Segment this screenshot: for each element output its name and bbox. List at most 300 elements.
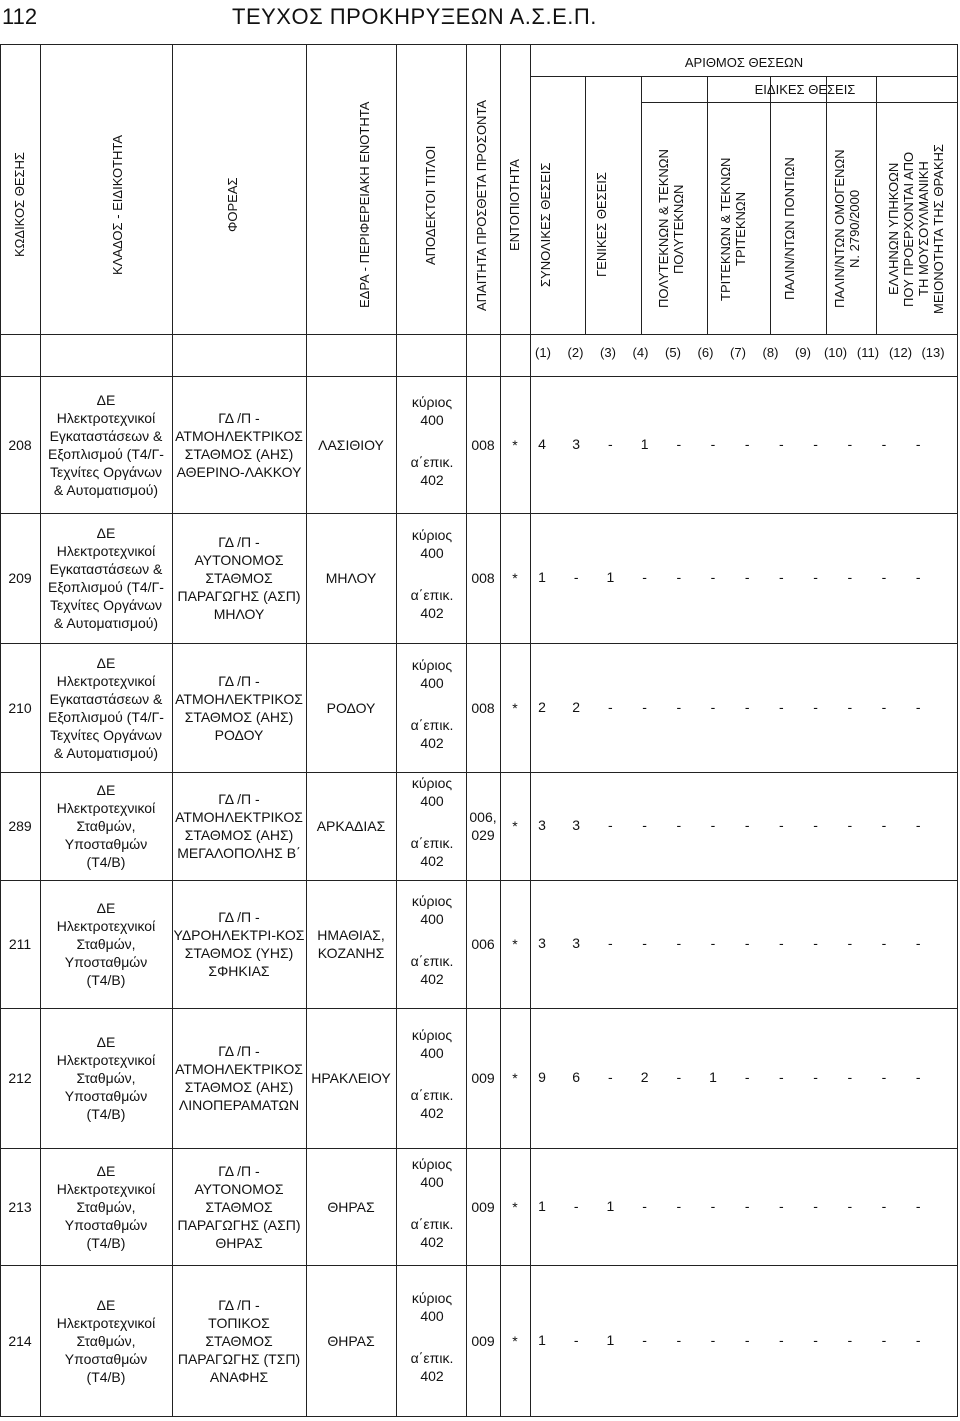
degree-sub: α΄επικ. <box>410 453 454 470</box>
seat-line: ΘΗΡΑΣ <box>327 1333 375 1349</box>
seat-count: - <box>710 817 716 833</box>
seat-count: 3 <box>538 817 546 833</box>
specialty-line: Υποσταθμών <box>64 954 148 970</box>
seat-count: 1 <box>709 1069 717 1085</box>
extra-qualifications-line: 006 <box>471 936 495 952</box>
seat-count: 2 <box>538 698 546 715</box>
specialty-line: Ηλεκτροτεχνικοί <box>56 409 156 426</box>
seat-line: ΗΡΑΚΛΕΙΟΥ <box>311 1070 391 1086</box>
agency-line: ΑΥΤΟΝΟΜΟΣ <box>194 552 284 568</box>
header-locality: ΕΝΤΟΠΙΟΤΗΤΑ <box>507 159 522 251</box>
position-code <box>0 699 40 717</box>
header-expatriates: ΠΑΛΙΝ/ΝΤΩΝ ΟΜΟΓΕΝΩΝ Ν. 2790/2000 <box>832 149 862 309</box>
seat-count: - <box>813 1332 818 1348</box>
column-number: (3) <box>600 345 616 360</box>
degree-sub: 402 <box>420 471 444 488</box>
position-code-line: 212 <box>8 1070 32 1086</box>
specialty-line: Ηλεκτροτεχνικοί <box>56 1052 156 1068</box>
extra-qualifications <box>466 1198 500 1216</box>
degree-sub: α΄επικ. <box>410 953 454 969</box>
extra-qualifications <box>466 569 500 587</box>
extra-qualifications <box>466 808 500 844</box>
column-number: (13) <box>921 345 945 360</box>
page-header <box>0 0 960 34</box>
agency-line: ΓΔ /Π - <box>218 1043 260 1059</box>
agency-line: ΣΤΑΘΜΟΣ <box>205 570 273 586</box>
seat <box>306 436 396 454</box>
seat-count: - <box>915 1197 921 1214</box>
agency <box>172 1162 306 1252</box>
header-specialty: ΚΛΑΔΟΣ - ΕΙΔΙΚΟΤΗΤΑ <box>110 134 125 276</box>
specialty-line: ΔΕ <box>96 782 116 798</box>
seat-count: - <box>744 569 750 585</box>
seat-count: - <box>642 935 647 951</box>
seat-count: - <box>915 1069 921 1085</box>
specialty-line: Σταθμών, <box>76 1333 136 1349</box>
degree-sub: 402 <box>420 734 444 751</box>
specialty-line: Σταθμών, <box>76 1070 136 1086</box>
seat-count: - <box>915 817 921 833</box>
degree-main: 400 <box>420 1173 444 1190</box>
grid-hline <box>641 102 958 103</box>
agency-line: ΓΔ /Π - <box>218 534 260 550</box>
seat-count: - <box>744 817 750 833</box>
seat-count: - <box>779 1069 784 1085</box>
agency-line: ΣΤΑΘΜΟΣ <box>205 1198 273 1215</box>
seat-count: - <box>779 935 784 951</box>
seat-count: - <box>608 435 613 452</box>
seat-count: - <box>744 1069 750 1085</box>
agency-line: ΑΝΑΦΗΣ <box>209 1369 269 1385</box>
degree-sub: α΄επικ. <box>410 587 454 603</box>
agency-line: ΣΤΑΘΜΟΣ (ΑΗΣ) <box>184 708 294 725</box>
specialty-line: Εξοπλισμού (Τ4/Γ- <box>48 708 164 725</box>
seat-line: ΘΗΡΑΣ <box>327 1198 375 1215</box>
agency-line: ΓΔ /Π - <box>218 791 260 807</box>
seat-line: ΡΟΔΟΥ <box>326 699 376 716</box>
agency <box>172 533 306 623</box>
degree-main: κύριος <box>411 775 453 791</box>
seat-count: 1 <box>538 569 546 585</box>
seat-count: - <box>710 435 716 452</box>
agency <box>172 908 306 980</box>
seat-count: - <box>847 817 853 833</box>
seat-count: - <box>779 435 784 452</box>
extra-qualifications <box>466 436 500 454</box>
seat-count: - <box>881 698 887 715</box>
locality-line: * <box>512 1333 518 1349</box>
seat-count: 6 <box>572 1069 581 1085</box>
seat-count: - <box>573 1197 579 1214</box>
specialty <box>40 654 172 762</box>
agency-line: ΓΔ /Π - <box>218 909 260 925</box>
seat <box>306 699 396 717</box>
seat <box>306 926 396 962</box>
grid-vline <box>585 76 586 334</box>
agency-line: ΣΤΑΘΜΟΣ (ΑΗΣ) <box>184 827 294 843</box>
degree-sub: α΄επικ. <box>410 1087 454 1103</box>
specialty-line: Υποσταθμών <box>64 1216 148 1233</box>
header-three-children: ΤΡΙΤΕΚΝΩΝ & ΤΕΚΝΩΝ ΤΡΙΤΕΚΝΩΝ <box>718 157 748 301</box>
header-agency: ΦΟΡΕΑΣ <box>225 177 240 233</box>
grid-hline <box>0 1148 958 1149</box>
agency-line: ΠΑΡΑΓΩΓΗΣ (ΑΣΠ) <box>177 588 301 604</box>
seat-count: - <box>847 1332 853 1348</box>
seat-count: - <box>573 1332 579 1348</box>
agency-line: ΣΦΗΚΙΑΣ <box>208 963 270 979</box>
degree-main: 400 <box>420 545 444 561</box>
seat-count: - <box>813 698 818 715</box>
extra-qualifications-line: 009 <box>471 1198 495 1215</box>
seat-count: - <box>676 569 682 585</box>
agency-line: ΣΤΑΘΜΟΣ <box>205 1333 273 1349</box>
specialty <box>40 1296 172 1386</box>
header-special-group: ΕΙΔΙΚΕΣ ΘΕΣΕΙΣ <box>754 82 856 97</box>
specialty-line: (Τ4/Β) <box>86 1234 126 1251</box>
agency-line: ΥΔΡΟΗΛΕΚΤΡΙ-ΚΟΣ <box>173 927 305 943</box>
header-seats-group: ΑΡΙΘΜΟΣ ΘΕΣΕΩΝ <box>684 55 804 70</box>
specialty <box>40 781 172 871</box>
seat-count: - <box>847 1069 853 1085</box>
agency-line: ΠΑΡΑΓΩΓΗΣ (ΑΣΠ) <box>177 1216 301 1233</box>
specialty-line: ΔΕ <box>96 1162 116 1179</box>
seat-count: - <box>847 935 853 951</box>
specialty-line: Σταθμών, <box>76 1198 136 1215</box>
column-number: (6) <box>697 345 714 360</box>
specialty-line: ΔΕ <box>96 391 116 408</box>
seat-count: - <box>847 1197 853 1214</box>
agency-line: ΓΔ /Π - <box>218 409 260 426</box>
locality-line: * <box>512 1070 518 1086</box>
seat-count: 2 <box>640 1069 649 1085</box>
grid-vline <box>826 76 827 334</box>
header-general: ΓΕΝΙΚΕΣ ΘΕΣΕΙΣ <box>594 172 609 278</box>
seat-count: - <box>813 817 818 833</box>
agency <box>172 672 306 744</box>
seat-count: - <box>676 1197 682 1214</box>
degree-sub: α΄επικ. <box>410 835 454 851</box>
column-number: (12) <box>888 345 913 360</box>
degree-sub: α΄επικ. <box>410 1350 454 1366</box>
seat-count: - <box>710 569 716 585</box>
locality-line: * <box>512 936 518 952</box>
seat-count: - <box>881 1332 887 1348</box>
seat-count: - <box>915 935 921 951</box>
locality <box>500 436 530 454</box>
specialty-line: ΔΕ <box>96 1297 116 1313</box>
specialty-line: Τεχνίτες Οργάνων <box>50 597 162 613</box>
specialty <box>40 391 172 499</box>
grid-hline <box>0 880 958 881</box>
header-pontians: ΠΑΛΙΝ/ΝΤΩΝ ΠΟΝΤΙΩΝ <box>782 157 797 301</box>
seat-count: - <box>915 698 921 715</box>
seat-count: - <box>813 935 818 951</box>
degree-sub: 402 <box>420 605 444 621</box>
degree-main: 400 <box>420 411 444 428</box>
degree-main: κύριος <box>411 527 453 543</box>
column-number: (1) <box>535 345 551 360</box>
seat-count: - <box>813 435 818 452</box>
seat-count: - <box>642 1197 647 1214</box>
degree-main: κύριος <box>411 1027 453 1043</box>
seat-count: - <box>744 1197 750 1214</box>
grid-vline <box>641 76 642 334</box>
specialty-line: Ηλεκτροτεχνικοί <box>56 800 156 816</box>
agency-line: ΑΤΜΟΗΛΕΚΤΡΙΚΟΣ <box>175 1061 303 1077</box>
seat-count: - <box>847 435 853 452</box>
specialty-line: & Αυτοματισμού) <box>53 615 159 631</box>
header-large-family: ΠΟΛΥΤΕΚΝΩΝ & ΤΕΚΝΩΝ ΠΟΛΥΤΕΚΝΩΝ <box>656 149 686 309</box>
specialty <box>40 1033 172 1123</box>
seat-count: - <box>744 935 750 951</box>
seat-count: 1 <box>606 1197 615 1214</box>
header-total: ΣΥΝΟΛΙΚΕΣ ΘΕΣΕΙΣ <box>538 162 553 288</box>
degree-sub: α΄επικ. <box>410 716 454 733</box>
header-extra: ΑΠΑΙΤΗΤΑ ΠΡΟΣΘΕΤΑ ΠΡΟΣΟΝΤΑ <box>474 99 489 311</box>
extra-qualifications-line: 008 <box>471 699 495 716</box>
position-code-line: 211 <box>8 936 32 952</box>
specialty-line: Ηλεκτροτεχνικοί <box>56 543 156 559</box>
locality <box>500 1332 530 1350</box>
seat-count: - <box>642 1332 647 1348</box>
seat-count: 2 <box>572 698 581 715</box>
grid-hline <box>0 513 958 514</box>
specialty-line: & Αυτοματισμού) <box>53 481 159 498</box>
column-number: (4) <box>632 345 649 360</box>
position-code-line: 208 <box>8 436 32 453</box>
agency-line: ΜΕΓΑΛΟΠΟΛΗΣ Β΄ <box>177 845 301 861</box>
agency-line: ΓΔ /Π - <box>218 672 260 689</box>
agency-line: ΑΘΕΡΙΝΟ-ΛΑΚΚΟΥ <box>176 463 302 480</box>
specialty-line: Σταθμών, <box>76 818 136 834</box>
seat-count: 3 <box>572 435 581 452</box>
grid-hline <box>0 643 958 644</box>
header-degrees: ΑΠΟΔΕΚΤΟΙ ΤΙΤΛΟΙ <box>423 145 438 265</box>
seat-count: - <box>608 698 613 715</box>
seat-count: 1 <box>640 435 649 452</box>
seat-count: - <box>779 1197 784 1214</box>
seat-count: - <box>710 1197 716 1214</box>
degree-main: κύριος <box>411 393 453 410</box>
specialty-line: Ηλεκτροτεχνικοί <box>56 918 156 934</box>
seat-count: - <box>676 1069 682 1085</box>
grid-hline <box>0 772 958 773</box>
specialty <box>40 899 172 989</box>
grid-hline <box>530 76 958 77</box>
extra-qualifications-line: 009 <box>471 1070 495 1086</box>
degree-main: κύριος <box>411 1290 453 1306</box>
agency-line: ΠΑΡΑΓΩΓΗΣ (ΤΣΠ) <box>177 1351 301 1367</box>
journal-title: ΤΕΥΧΟΣ ΠΡΟΚΗΡΥΞΕΩΝ Α.Σ.Ε.Π. <box>232 4 597 29</box>
seat <box>306 1332 396 1350</box>
position-code-line: 214 <box>8 1333 32 1349</box>
agency-line: ΑΥΤΟΝΟΜΟΣ <box>194 1180 284 1197</box>
degree-main: κύριος <box>411 1155 453 1172</box>
seat-count: 1 <box>538 1332 546 1348</box>
seat-count: - <box>676 698 682 715</box>
degree-main: 400 <box>420 674 444 691</box>
seat-count: 1 <box>538 1197 546 1214</box>
column-number: (10) <box>823 345 848 360</box>
seat-line: ΗΜΑΘΙΑΣ, <box>317 927 385 943</box>
locality <box>500 1069 530 1087</box>
agency-line: ΣΤΑΘΜΟΣ (ΑΗΣ) <box>184 445 294 462</box>
seat-count: - <box>744 1332 750 1348</box>
agency <box>172 409 306 481</box>
header-seat: ΕΔΡΑ - ΠΕΡΙΦΕΡΕΙΑΚΗ ΕΝΟΤΗΤΑ <box>357 101 372 309</box>
specialty-line: Υποσταθμών <box>64 1351 148 1367</box>
position-code-line: 289 <box>8 818 32 834</box>
locality <box>500 699 530 717</box>
seat-count: 3 <box>572 817 581 833</box>
seat-count: - <box>813 1069 818 1085</box>
grid-hline <box>0 376 958 377</box>
specialty-line: ΔΕ <box>96 525 116 541</box>
locality-line: * <box>512 699 518 716</box>
seat-count: - <box>915 569 921 585</box>
specialty-line: & Αυτοματισμού) <box>53 744 159 761</box>
agency-line: ΓΔ /Π - <box>218 1162 260 1179</box>
locality-line: * <box>512 570 518 586</box>
seat-count: - <box>813 1197 818 1214</box>
extra-qualifications-line: 006, <box>469 809 497 825</box>
degree-sub: 402 <box>420 1233 444 1250</box>
seat-count: - <box>779 698 784 715</box>
extra-qualifications-line: 008 <box>471 436 495 453</box>
specialty <box>40 1162 172 1252</box>
position-code-line: 210 <box>8 699 32 716</box>
degree-main: 400 <box>420 793 444 809</box>
seat-count: - <box>915 1332 921 1348</box>
seat-count: 9 <box>538 1069 546 1085</box>
grid-vline <box>876 76 877 334</box>
position-code <box>0 436 40 454</box>
seat-count: - <box>573 569 579 585</box>
position-code-line: 209 <box>8 570 32 586</box>
locality-line: * <box>512 818 518 834</box>
seat <box>306 1198 396 1216</box>
column-number: (9) <box>795 345 811 360</box>
specialty-line: Εγκαταστάσεων & <box>49 561 163 577</box>
position-code <box>0 1332 40 1350</box>
locality-line: * <box>512 1198 518 1215</box>
agency-line: ΣΤΑΘΜΟΣ (ΥΗΣ) <box>184 945 294 961</box>
seat-count: - <box>779 817 784 833</box>
seat-count: 4 <box>538 435 546 452</box>
agency-line: ΓΔ /Π - <box>218 1297 260 1313</box>
specialty-line: (Τ4/Β) <box>86 1106 126 1122</box>
header-code: ΚΩΔΙΚΟΣ ΘΕΣΗΣ <box>12 152 27 258</box>
seat-count: 1 <box>606 1332 615 1348</box>
seat-line: ΜΗΛΟΥ <box>325 570 377 586</box>
seat-count: - <box>608 935 613 951</box>
specialty-line: Εγκαταστάσεων & <box>49 690 163 707</box>
seat-count: - <box>676 1332 682 1348</box>
grid-hline <box>0 1265 958 1266</box>
seat-count: - <box>710 698 716 715</box>
specialty-line: Υποσταθμών <box>64 836 148 852</box>
locality-line: * <box>512 436 518 453</box>
seat <box>306 1069 396 1087</box>
specialty-line: Ηλεκτροτεχνικοί <box>56 1180 156 1197</box>
specialty-line: (Τ4/Β) <box>86 854 126 870</box>
seat-count: - <box>881 935 887 951</box>
degree-main: κύριος <box>411 893 453 909</box>
specialty-line: Σταθμών, <box>76 936 136 952</box>
locality <box>500 817 530 835</box>
position-code <box>0 1069 40 1087</box>
seat-count: - <box>710 1332 716 1348</box>
specialty-line: Εγκαταστάσεων & <box>49 427 163 444</box>
locality <box>500 1198 530 1216</box>
degree-main: 400 <box>420 1045 444 1061</box>
seat-count: - <box>676 435 682 452</box>
column-number: (11) <box>856 345 880 360</box>
seat-count: - <box>608 1069 613 1085</box>
seat-count: - <box>642 569 647 585</box>
position-code <box>0 1198 40 1216</box>
agency-line: ΡΟΔΟΥ <box>214 726 264 743</box>
seat-count: - <box>676 935 682 951</box>
specialty-line: Εξοπλισμού (Τ4/Γ- <box>48 579 164 595</box>
agency <box>172 1042 306 1114</box>
seat-line: ΛΑΣΙΘΙΟΥ <box>318 436 384 453</box>
position-code <box>0 817 40 835</box>
specialty-line: ΔΕ <box>96 900 116 916</box>
seat-count: - <box>881 817 887 833</box>
agency-line: ΑΤΜΟΗΛΕΚΤΡΙΚΟΣ <box>175 690 303 707</box>
column-number: (8) <box>762 345 779 360</box>
position-code <box>0 935 40 953</box>
extra-qualifications-line: 009 <box>471 1333 495 1349</box>
agency-line: ΑΤΜΟΗΛΕΚΤΡΙΚΟΣ <box>175 427 303 444</box>
agency-line: ΛΙΝΟΠΕΡΑΜΑΤΩΝ <box>178 1097 300 1113</box>
degree-main: κύριος <box>411 656 453 673</box>
degree-sub: 402 <box>420 853 444 869</box>
agency <box>172 790 306 862</box>
degree-sub: 402 <box>420 971 444 987</box>
seat-count: 3 <box>572 935 581 951</box>
seat-count: - <box>779 569 784 585</box>
specialty-line: ΔΕ <box>96 1034 116 1050</box>
extra-qualifications-line: 029 <box>471 827 495 843</box>
specialty-line: Ηλεκτροτεχνικοί <box>56 1315 156 1331</box>
specialty-line: Τεχνίτες Οργάνων <box>50 463 162 480</box>
degree-main: 400 <box>420 1308 444 1324</box>
extra-qualifications <box>466 699 500 717</box>
column-number: (7) <box>730 345 746 360</box>
column-number: (2) <box>567 345 584 360</box>
seat-count: - <box>676 817 682 833</box>
agency-line: ΑΤΜΟΗΛΕΚΤΡΙΚΟΣ <box>175 809 303 825</box>
seat-count: - <box>779 1332 784 1348</box>
seat-count: 1 <box>606 569 615 585</box>
seat-count: 3 <box>538 935 546 951</box>
seat-count: - <box>915 435 921 452</box>
seat-count: - <box>881 435 887 452</box>
extra-qualifications <box>466 1069 500 1087</box>
seat-count: - <box>847 569 853 585</box>
extra-qualifications-line: 008 <box>471 570 495 586</box>
seat-count: - <box>642 698 647 715</box>
specialty-line: (Τ4/Β) <box>86 1369 126 1385</box>
agency-line: ΘΗΡΑΣ <box>215 1234 263 1251</box>
specialty <box>40 524 172 632</box>
specialty-line: Τεχνίτες Οργάνων <box>50 726 162 743</box>
degree-main: 400 <box>420 911 444 927</box>
seat-count: - <box>608 817 613 833</box>
position-code <box>0 569 40 587</box>
